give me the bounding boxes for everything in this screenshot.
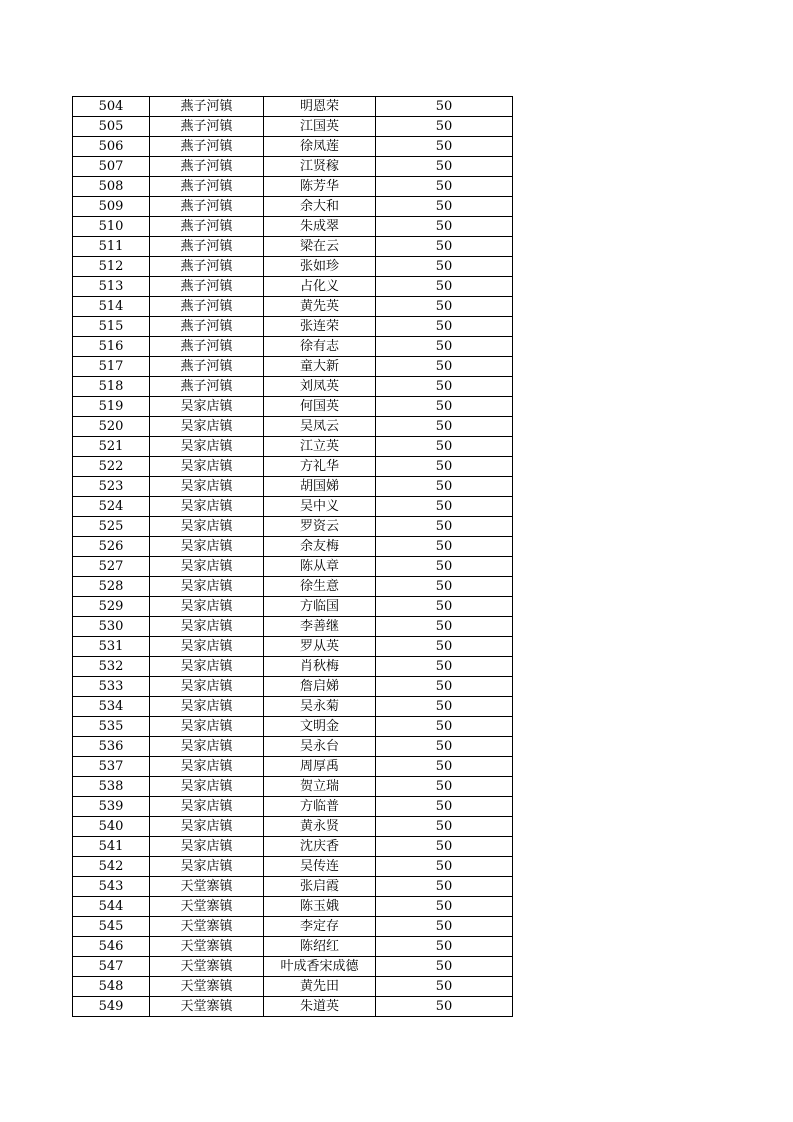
amount-cell: 50	[376, 997, 513, 1017]
row-number-cell: 541	[73, 837, 150, 857]
town-cell: 吴家店镇	[150, 457, 264, 477]
town-cell: 吴家店镇	[150, 437, 264, 457]
name-cell: 徐生意	[264, 577, 376, 597]
row-number-cell: 509	[73, 197, 150, 217]
amount-cell: 50	[376, 357, 513, 377]
town-cell: 吴家店镇	[150, 657, 264, 677]
name-cell: 文明金	[264, 717, 376, 737]
row-number-cell: 547	[73, 957, 150, 977]
town-cell: 天堂寨镇	[150, 897, 264, 917]
row-number-cell: 523	[73, 477, 150, 497]
table-row	[73, 297, 513, 317]
amount-cell: 50	[376, 157, 513, 177]
name-cell: 徐有志	[264, 337, 376, 357]
amount-cell: 50	[376, 277, 513, 297]
row-number-cell: 537	[73, 757, 150, 777]
row-number-cell: 504	[73, 97, 150, 117]
row-number-cell: 526	[73, 537, 150, 557]
table-row	[73, 657, 513, 677]
table-row	[73, 157, 513, 177]
table-row	[73, 977, 513, 997]
row-number-cell: 512	[73, 257, 150, 277]
town-cell: 吴家店镇	[150, 617, 264, 637]
town-cell: 吴家店镇	[150, 717, 264, 737]
row-number-cell: 525	[73, 517, 150, 537]
town-cell: 燕子河镇	[150, 337, 264, 357]
amount-cell: 50	[376, 837, 513, 857]
row-number-cell: 549	[73, 997, 150, 1017]
amount-cell: 50	[376, 957, 513, 977]
name-cell: 江国英	[264, 117, 376, 137]
name-cell: 李善继	[264, 617, 376, 637]
row-number-cell: 540	[73, 817, 150, 837]
row-number-cell: 542	[73, 857, 150, 877]
name-cell: 吴传连	[264, 857, 376, 877]
town-cell: 吴家店镇	[150, 417, 264, 437]
row-number-cell: 524	[73, 497, 150, 517]
name-cell: 梁在云	[264, 237, 376, 257]
table-row	[73, 957, 513, 977]
table-row	[73, 877, 513, 897]
amount-cell: 50	[376, 597, 513, 617]
town-cell: 天堂寨镇	[150, 917, 264, 937]
town-cell: 吴家店镇	[150, 757, 264, 777]
town-cell: 吴家店镇	[150, 517, 264, 537]
table-row	[73, 737, 513, 757]
row-number-cell: 510	[73, 217, 150, 237]
town-cell: 吴家店镇	[150, 737, 264, 757]
table-row	[73, 697, 513, 717]
row-number-cell: 519	[73, 397, 150, 417]
town-cell: 吴家店镇	[150, 577, 264, 597]
town-cell: 吴家店镇	[150, 857, 264, 877]
town-cell: 燕子河镇	[150, 217, 264, 237]
row-number-cell: 507	[73, 157, 150, 177]
name-cell: 朱成翠	[264, 217, 376, 237]
name-cell: 李定存	[264, 917, 376, 937]
name-cell: 徐凤莲	[264, 137, 376, 157]
amount-cell: 50	[376, 457, 513, 477]
name-cell: 罗从英	[264, 637, 376, 657]
town-cell: 吴家店镇	[150, 797, 264, 817]
town-cell: 天堂寨镇	[150, 997, 264, 1017]
town-cell: 燕子河镇	[150, 97, 264, 117]
row-number-cell: 506	[73, 137, 150, 157]
town-cell: 燕子河镇	[150, 317, 264, 337]
name-cell: 吴永菊	[264, 697, 376, 717]
row-number-cell: 535	[73, 717, 150, 737]
name-cell: 朱道英	[264, 997, 376, 1017]
amount-cell: 50	[376, 537, 513, 557]
name-cell: 吴永台	[264, 737, 376, 757]
recipient-table	[72, 96, 513, 1017]
amount-cell: 50	[376, 717, 513, 737]
table-row	[73, 597, 513, 617]
amount-cell: 50	[376, 917, 513, 937]
row-number-cell: 516	[73, 337, 150, 357]
town-cell: 燕子河镇	[150, 197, 264, 217]
table-row	[73, 177, 513, 197]
row-number-cell: 505	[73, 117, 150, 137]
name-cell: 占化义	[264, 277, 376, 297]
name-cell: 肖秋梅	[264, 657, 376, 677]
table-row	[73, 917, 513, 937]
row-number-cell: 532	[73, 657, 150, 677]
town-cell: 吴家店镇	[150, 817, 264, 837]
amount-cell: 50	[376, 677, 513, 697]
amount-cell: 50	[376, 637, 513, 657]
town-cell: 燕子河镇	[150, 177, 264, 197]
table-row	[73, 557, 513, 577]
name-cell: 黄先田	[264, 977, 376, 997]
amount-cell: 50	[376, 697, 513, 717]
table-row	[73, 637, 513, 657]
amount-cell: 50	[376, 197, 513, 217]
table-row	[73, 677, 513, 697]
town-cell: 燕子河镇	[150, 237, 264, 257]
table-row	[73, 357, 513, 377]
table-row	[73, 97, 513, 117]
table-row	[73, 897, 513, 917]
name-cell: 黄永贤	[264, 817, 376, 837]
name-cell: 贺立瑞	[264, 777, 376, 797]
row-number-cell: 514	[73, 297, 150, 317]
row-number-cell: 517	[73, 357, 150, 377]
town-cell: 天堂寨镇	[150, 937, 264, 957]
amount-cell: 50	[376, 437, 513, 457]
amount-cell: 50	[376, 397, 513, 417]
row-number-cell: 518	[73, 377, 150, 397]
table-row	[73, 857, 513, 877]
table-row	[73, 417, 513, 437]
amount-cell: 50	[376, 517, 513, 537]
amount-cell: 50	[376, 737, 513, 757]
amount-cell: 50	[376, 377, 513, 397]
name-cell: 吴中义	[264, 497, 376, 517]
town-cell: 燕子河镇	[150, 257, 264, 277]
recipient-table-body	[73, 97, 513, 1017]
town-cell: 吴家店镇	[150, 397, 264, 417]
table-row	[73, 317, 513, 337]
town-cell: 吴家店镇	[150, 597, 264, 617]
table-row	[73, 117, 513, 137]
town-cell: 天堂寨镇	[150, 977, 264, 997]
amount-cell: 50	[376, 177, 513, 197]
amount-cell: 50	[376, 257, 513, 277]
table-row	[73, 377, 513, 397]
row-number-cell: 530	[73, 617, 150, 637]
name-cell: 张启霞	[264, 877, 376, 897]
town-cell: 燕子河镇	[150, 277, 264, 297]
name-cell: 江立英	[264, 437, 376, 457]
row-number-cell: 521	[73, 437, 150, 457]
name-cell: 张连荣	[264, 317, 376, 337]
table-row	[73, 217, 513, 237]
amount-cell: 50	[376, 117, 513, 137]
table-row	[73, 477, 513, 497]
amount-cell: 50	[376, 617, 513, 637]
amount-cell: 50	[376, 557, 513, 577]
table-row	[73, 277, 513, 297]
name-cell: 余大和	[264, 197, 376, 217]
name-cell: 黄先英	[264, 297, 376, 317]
table-row	[73, 497, 513, 517]
name-cell: 周厚禹	[264, 757, 376, 777]
name-cell: 陈玉娥	[264, 897, 376, 917]
town-cell: 吴家店镇	[150, 477, 264, 497]
amount-cell: 50	[376, 757, 513, 777]
amount-cell: 50	[376, 497, 513, 517]
table-row	[73, 797, 513, 817]
name-cell: 詹启娣	[264, 677, 376, 697]
name-cell: 方临普	[264, 797, 376, 817]
table-row	[73, 197, 513, 217]
town-cell: 燕子河镇	[150, 117, 264, 137]
row-number-cell: 528	[73, 577, 150, 597]
table-row	[73, 837, 513, 857]
amount-cell: 50	[376, 137, 513, 157]
town-cell: 天堂寨镇	[150, 877, 264, 897]
amount-cell: 50	[376, 317, 513, 337]
name-cell: 余友梅	[264, 537, 376, 557]
row-number-cell: 515	[73, 317, 150, 337]
row-number-cell: 534	[73, 697, 150, 717]
table-row	[73, 437, 513, 457]
name-cell: 张如珍	[264, 257, 376, 277]
amount-cell: 50	[376, 977, 513, 997]
table-row	[73, 517, 513, 537]
amount-cell: 50	[376, 777, 513, 797]
name-cell: 刘凤英	[264, 377, 376, 397]
row-number-cell: 531	[73, 637, 150, 657]
name-cell: 方礼华	[264, 457, 376, 477]
name-cell: 童大新	[264, 357, 376, 377]
table-row	[73, 257, 513, 277]
town-cell: 天堂寨镇	[150, 957, 264, 977]
name-cell: 罗资云	[264, 517, 376, 537]
amount-cell: 50	[376, 937, 513, 957]
town-cell: 吴家店镇	[150, 557, 264, 577]
amount-cell: 50	[376, 97, 513, 117]
row-number-cell: 522	[73, 457, 150, 477]
name-cell: 胡国娣	[264, 477, 376, 497]
town-cell: 吴家店镇	[150, 537, 264, 557]
town-cell: 吴家店镇	[150, 677, 264, 697]
row-number-cell: 538	[73, 777, 150, 797]
row-number-cell: 539	[73, 797, 150, 817]
amount-cell: 50	[376, 897, 513, 917]
town-cell: 吴家店镇	[150, 697, 264, 717]
town-cell: 吴家店镇	[150, 637, 264, 657]
table-row	[73, 577, 513, 597]
table-row	[73, 397, 513, 417]
amount-cell: 50	[376, 337, 513, 357]
town-cell: 燕子河镇	[150, 377, 264, 397]
row-number-cell: 508	[73, 177, 150, 197]
name-cell: 沈庆香	[264, 837, 376, 857]
amount-cell: 50	[376, 477, 513, 497]
row-number-cell: 520	[73, 417, 150, 437]
town-cell: 燕子河镇	[150, 157, 264, 177]
amount-cell: 50	[376, 857, 513, 877]
table-row	[73, 337, 513, 357]
town-cell: 吴家店镇	[150, 777, 264, 797]
row-number-cell: 545	[73, 917, 150, 937]
amount-cell: 50	[376, 817, 513, 837]
name-cell: 江贤稼	[264, 157, 376, 177]
row-number-cell: 544	[73, 897, 150, 917]
town-cell: 吴家店镇	[150, 837, 264, 857]
row-number-cell: 529	[73, 597, 150, 617]
table-row	[73, 537, 513, 557]
table-row	[73, 717, 513, 737]
amount-cell: 50	[376, 657, 513, 677]
table-row	[73, 937, 513, 957]
name-cell: 陈绍红	[264, 937, 376, 957]
row-number-cell: 527	[73, 557, 150, 577]
town-cell: 燕子河镇	[150, 297, 264, 317]
name-cell: 吴凤云	[264, 417, 376, 437]
town-cell: 吴家店镇	[150, 497, 264, 517]
table-row	[73, 757, 513, 777]
amount-cell: 50	[376, 877, 513, 897]
row-number-cell: 536	[73, 737, 150, 757]
name-cell: 陈从章	[264, 557, 376, 577]
row-number-cell: 513	[73, 277, 150, 297]
name-cell: 何国英	[264, 397, 376, 417]
amount-cell: 50	[376, 797, 513, 817]
row-number-cell: 543	[73, 877, 150, 897]
row-number-cell: 533	[73, 677, 150, 697]
table-row	[73, 137, 513, 157]
row-number-cell: 548	[73, 977, 150, 997]
amount-cell: 50	[376, 237, 513, 257]
name-cell: 陈芳华	[264, 177, 376, 197]
table-row	[73, 617, 513, 637]
row-number-cell: 511	[73, 237, 150, 257]
town-cell: 燕子河镇	[150, 357, 264, 377]
amount-cell: 50	[376, 217, 513, 237]
town-cell: 燕子河镇	[150, 137, 264, 157]
amount-cell: 50	[376, 297, 513, 317]
table-row	[73, 817, 513, 837]
amount-cell: 50	[376, 577, 513, 597]
amount-cell: 50	[376, 417, 513, 437]
table-row	[73, 997, 513, 1017]
row-number-cell: 546	[73, 937, 150, 957]
name-cell: 叶成香宋成德	[264, 957, 376, 977]
table-row	[73, 457, 513, 477]
name-cell: 明恩荣	[264, 97, 376, 117]
name-cell: 方临国	[264, 597, 376, 617]
table-row	[73, 237, 513, 257]
table-row	[73, 777, 513, 797]
